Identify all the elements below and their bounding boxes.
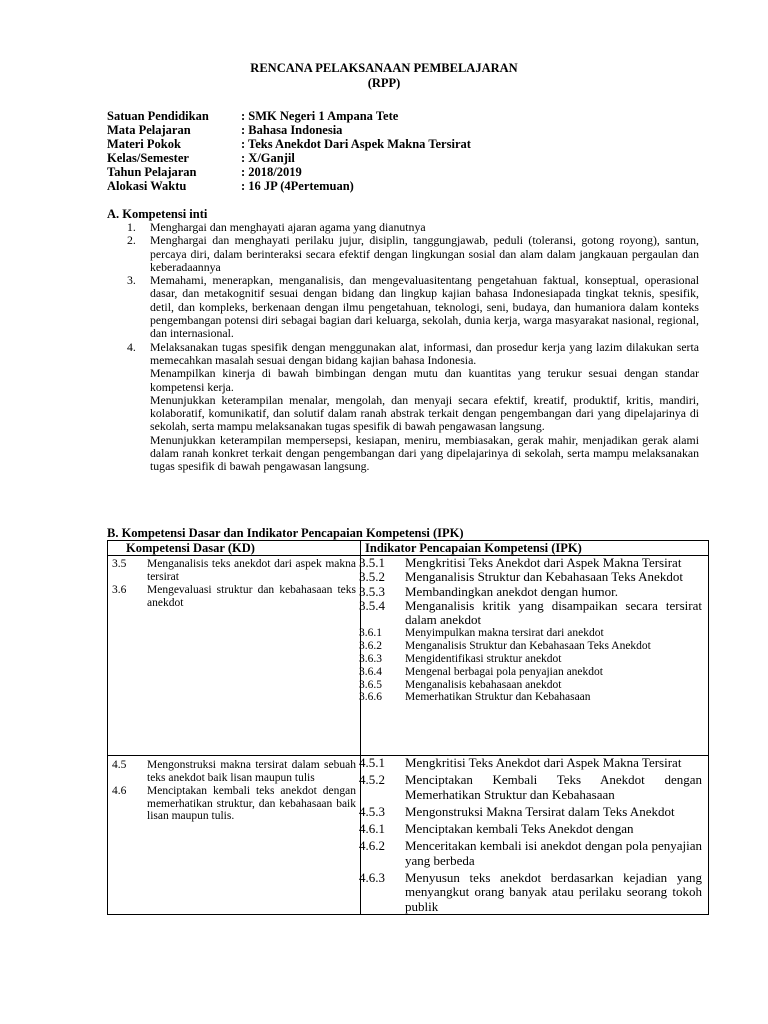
ipk-number: 4.6.1 <box>359 821 385 837</box>
info-label: Materi Pokok <box>107 137 181 151</box>
ipk-item <box>361 756 708 770</box>
list-number: 3. <box>127 273 136 288</box>
kd-cell <box>108 756 361 915</box>
info-label: Alokasi Waktu <box>107 179 187 193</box>
ipk-text: Menganalisis kebahasaan anekdot <box>405 678 562 691</box>
ipk-item <box>361 556 708 570</box>
ipk-item <box>361 679 708 692</box>
document-title: RENCANA PELAKSANAAN PEMBELAJARAN <box>250 61 518 75</box>
paragraph: Menunjukkan keterampilan menalar, mengolah, dan menyaji secara efektif, kreatif, produktif, kritis, mandiri, kolaboratif, komunikatif, dan solutif dalam ranah abstrak terkait dengan pengembangan dari yang dipelajarinya di sekolah, serta mampu melaksanakan tugas spesifik di bawah pengawasan langsung. <box>150 392 699 434</box>
paragraph: Menampilkan kinerja di bawah bimbingan dengan mutu dan kuantitas yang terukur sesuai dengan standar kompetensi kerja. <box>150 366 699 394</box>
kd-text: Mengonstruksi makna tersirat dalam sebuah teks anekdot baik lisan maupun tulis <box>147 759 356 784</box>
ipk-text: Mengkritisi Teks Anekdot dari Aspek Makna Tersirat <box>405 755 682 770</box>
list-item <box>107 341 699 368</box>
table-header-row <box>108 541 709 556</box>
kd-number: 3.5 <box>112 558 127 570</box>
ipk-number: 4.6.3 <box>359 870 385 886</box>
list-item <box>107 274 699 340</box>
section-b-heading: B. Kompetensi Dasar dan Indikator Pencapaian Kompetensi (IPK) <box>107 526 464 540</box>
ipk-text: Mengenal berbagai pola penyajian anekdot <box>405 665 603 678</box>
list-item <box>107 221 699 234</box>
ipk-text: Mengonstruksi Makna Tersirat dalam Teks Anekdot <box>405 803 675 819</box>
ipk-item <box>361 570 708 584</box>
ipk-number: 3.6.5 <box>359 678 382 691</box>
ipk-number: 3.5.4 <box>359 597 385 613</box>
kompetensi-inti-list <box>107 221 699 474</box>
ipk-number: 3.5.3 <box>359 583 385 599</box>
info-value: : X/Ganjil <box>241 151 295 165</box>
ipk-number: 4.5.1 <box>359 755 385 770</box>
info-label: Tahun Pelajaran <box>107 165 197 179</box>
ipk-cell <box>361 556 709 756</box>
ipk-item <box>361 822 708 836</box>
list-text: Melaksanakan tugas spesifik dengan menggunakan alat, informasi, dan prosedur kerja yang lazim dilakukan serta memecahkan masalah sesuai dengan bidang kajian bahasa Indonesia. <box>150 339 699 367</box>
info-value: : 2018/2019 <box>241 165 302 179</box>
kd-number: 4.5 <box>112 759 127 771</box>
ipk-item <box>361 585 708 599</box>
info-value: : Teks Anekdot Dari Aspek Makna Tersirat <box>241 137 471 151</box>
ipk-item <box>361 640 708 653</box>
kd-number: 3.6 <box>112 584 127 596</box>
info-label: Kelas/Semester <box>107 151 189 165</box>
column-header-kd: Kompetensi Dasar (KD) <box>108 541 361 556</box>
list-number: 4. <box>127 339 136 354</box>
ipk-number: 3.6.2 <box>359 640 382 653</box>
ipk-item <box>361 627 708 640</box>
ipk-text: Menciptakan Kembali Teks Anekdot dengan Memerhatikan Struktur dan Kebahasaan <box>405 772 702 802</box>
ipk-item <box>361 653 708 666</box>
ipk-text: Menceritakan kembali isi anekdot dengan pola penyajian yang berbeda <box>405 838 702 868</box>
ipk-number: 3.6.3 <box>359 653 382 666</box>
kd-item <box>108 785 360 823</box>
info-label: Mata Pelajaran <box>107 123 191 137</box>
ipk-text: Mengidentifikasi struktur anekdot <box>405 653 562 666</box>
ipk-text: Memerhatikan Struktur dan Kebahasaan <box>405 691 591 704</box>
kd-text: Mengevaluasi struktur dan kebahasaan teks anekdot <box>147 584 356 609</box>
ipk-number: 3.6.1 <box>359 627 382 640</box>
ipk-text: Membandingkan anekdot dengan humor. <box>405 583 619 599</box>
paragraph: Menunjukkan keterampilan mempersepsi, kesiapan, meniru, membiasakan, gerak mahir, menjadikan gerak alami dalam ranah konkret terkait dengan pengembangan dari yang dipelajarinya di sekolah, serta mampu melaksanakan tugas spesifik di bawah pengawasan langsung. <box>150 432 699 474</box>
column-header-ipk: Indikator Pencapaian Kompetensi (IPK) <box>361 541 709 556</box>
ipk-item <box>361 871 708 914</box>
list-text: Menghargai dan menghayati perilaku jujur, disiplin, tanggungjawab, peduli (toleransi, gotong royong), santun, percaya diri, dalam berinteraksi secara efektif dengan lingkungan sosial dan alam dalam jangkauan pergaulan dan keberadaannya <box>150 233 699 274</box>
ipk-number: 3.6.4 <box>359 665 382 678</box>
ipk-number: 3.6.6 <box>359 691 382 704</box>
list-text: Memahami, menerapkan, menganalisis, dan mengevaluasitentang pengetahuan faktual, konseptual, operasional dasar, dan metakognitif sesuai dengan bidang dan lingkup kajian bahasa Indonesiapada tingkat teknis, spesifik, detil, dan kompleks, berkenaan dengan ilmu pengetahuan, teknologi, seni, budaya, dan humaniora dalam konteks pengembangan potensi diri sebagai bagian dari keluarga, sekolah, dunia kerja, warga masyarakat nasional, regional, dan internasional. <box>150 273 699 341</box>
ipk-number: 4.5.3 <box>359 803 385 819</box>
ipk-item <box>361 599 708 628</box>
kd-number: 4.6 <box>112 785 127 797</box>
info-value: : 16 JP (4Pertemuan) <box>241 179 354 193</box>
kd-text: Menganalisis teks anekdot dari aspek makna tersirat <box>147 558 356 583</box>
kd-cell <box>108 556 361 756</box>
list-number: 2. <box>127 233 136 248</box>
ipk-number: 4.5.2 <box>359 772 385 788</box>
list-text: Menghargai dan menghayati ajaran agama yang dianutnya <box>150 220 426 234</box>
ipk-text: Menganalisis Struktur dan Kebahasaan Teks Anekdot <box>405 569 683 585</box>
document-subtitle: (RPP) <box>367 76 401 90</box>
ipk-text: Mengkritisi Teks Anekdot dari Aspek Makna Tersirat <box>405 555 682 570</box>
ipk-text: Menyimpulkan makna tersirat dari anekdot <box>405 627 604 640</box>
table-row <box>108 556 709 756</box>
kd-item <box>108 759 360 784</box>
ipk-text: Menganalisis Struktur dan Kebahasaan Teks Anekdot <box>405 640 651 653</box>
ipk-text: Menganalisis kritik yang disampaikan secara tersirat dalam anekdot <box>405 597 702 628</box>
list-item <box>107 234 699 274</box>
ipk-text: Menyusun teks anekdot berdasarkan kejadian yang menyangkut orang banyak atau perilaku seorang tokoh publik <box>405 870 702 914</box>
kd-item <box>108 558 360 583</box>
list-number: 1. <box>127 220 136 234</box>
kd-ipk-table <box>107 540 709 915</box>
ipk-item <box>361 691 708 704</box>
ipk-number: 4.6.2 <box>359 838 385 854</box>
kd-item <box>108 584 360 609</box>
ipk-number: 3.5.2 <box>359 569 385 585</box>
info-value: : Bahasa Indonesia <box>241 123 343 137</box>
ipk-item <box>361 805 708 819</box>
ipk-text: Menciptakan kembali Teks Anekdot dengan <box>405 821 634 837</box>
table-row <box>108 756 709 915</box>
ipk-cell <box>361 756 709 915</box>
info-value: : SMK Negeri 1 Ampana Tete <box>241 109 399 123</box>
ipk-item <box>361 666 708 679</box>
ipk-item <box>361 773 708 802</box>
ipk-number: 3.5.1 <box>359 555 385 570</box>
ipk-item <box>361 839 708 868</box>
section-a-heading: A. Kompetensi inti <box>107 207 208 221</box>
info-label: Satuan Pendidikan <box>107 109 209 123</box>
kd-text: Menciptakan kembali teks anekdot dengan memerhatikan struktur, dan kebahasaan baik lisan maupun tulis. <box>147 785 356 822</box>
